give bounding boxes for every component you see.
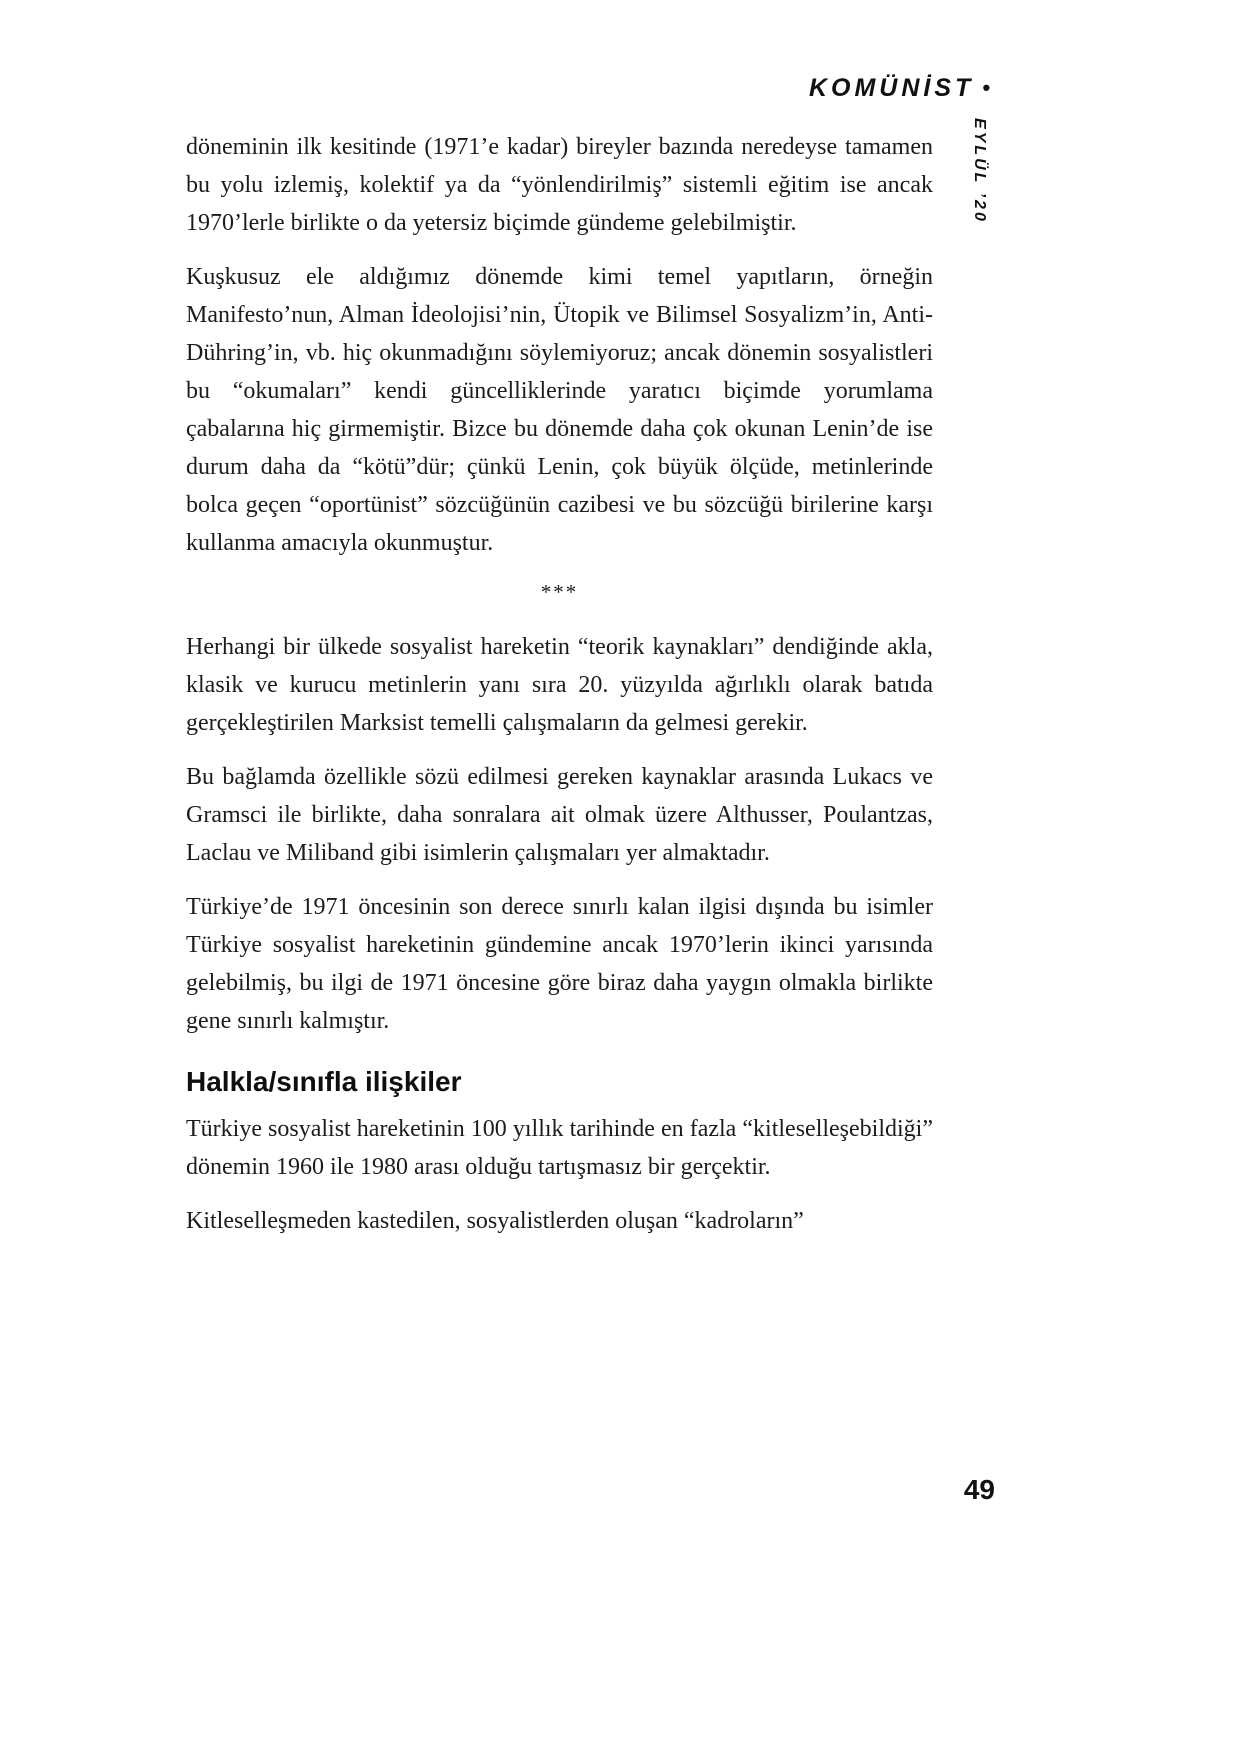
page-header: [809, 74, 990, 103]
paragraph: Kitleselleşmeden kastedilen, sosyalistlerden oluşan “kadroların”: [186, 1208, 804, 1234]
paragraph: Bu bağlamda özellikle sözü edilmesi gereken kaynaklar arasında Lukacs ve Gramsci ile birlikte, daha sonralara ait olmak üzere Althusser, Poulantzas, Laclau ve Miliband gibi isimlerin çalışmaları yer almaktadır.: [186, 764, 933, 866]
paragraph: Herhangi bir ülkede sosyalist hareketin “teorik kaynakları” dendiğinde akla, klasik ve kurucu metinlerin yanı sıra 20. yüzyılda ağırlıklı olarak batıda gerçekleştirilen Marksist temelli çalışmaların da gelmesi gerekir.: [186, 634, 933, 736]
page-number: 49: [963, 1474, 995, 1505]
journal-title: KOMÜNİST: [808, 74, 975, 102]
section-separator: ***: [540, 580, 579, 604]
paragraph: Türkiye sosyalist hareketinin 100 yıllık tarihinde en fazla “kitleselleşebildiği” dönemin 1960 ile 1980 arası olduğu tartışmasız bir gerçektir.: [186, 1116, 933, 1180]
section-heading: Halkla/sınıfla ilişkiler: [186, 1066, 462, 1097]
page-content: [186, 128, 933, 1256]
paragraph: döneminin ilk kesitinde (1971’e kadar) bireyler bazında neredeyse tamamen bu yolu izlemiş, kolektif ya da “yönlendirilmiş” sistemli eğitim ise ancak 1970’lerle birlikte o da yetersiz biçimde gündeme gelebilmiştir.: [186, 134, 933, 236]
issue-label: EYLÜL ’20: [971, 118, 988, 224]
paragraph: Kuşkusuz ele aldığımız dönemde kimi temel yapıtların, örneğin Manifesto’nun, Alman İdeolojisi’nin, Ütopik ve Bilimsel Sosyalizm’in, Anti-Dühring’in, vb. hiç okunmadığını söylemiyoruz; ancak dönemin sosyalistleri bu “okumaları” kendi güncelliklerinde yaratıcı biçimde yorumlama çabalarına hiç girmemiştir. Bizce bu dönemde daha çok okunan Lenin’de ise durum daha da “kötü”dür; çünkü Lenin, çok büyük ölçüde, metinlerinde bolca geçen “oportünist” sözcüğünün cazibesi ve bu sözcüğü birilerine karşı kullanma amacıyla okunmuştur.: [186, 264, 933, 556]
bullet-icon: •: [982, 75, 990, 100]
paragraph: Türkiye’de 1971 öncesinin son derece sınırlı kalan ilgisi dışında bu isimler Türkiye sosyalist hareketinin gündemine ancak 1970’lerin ikinci yarısında gelebilmiş, bu ilgi de 1971 öncesine göre biraz daha yaygın olmakla birlikte gene sınırlı kalmıştır.: [186, 894, 933, 1034]
